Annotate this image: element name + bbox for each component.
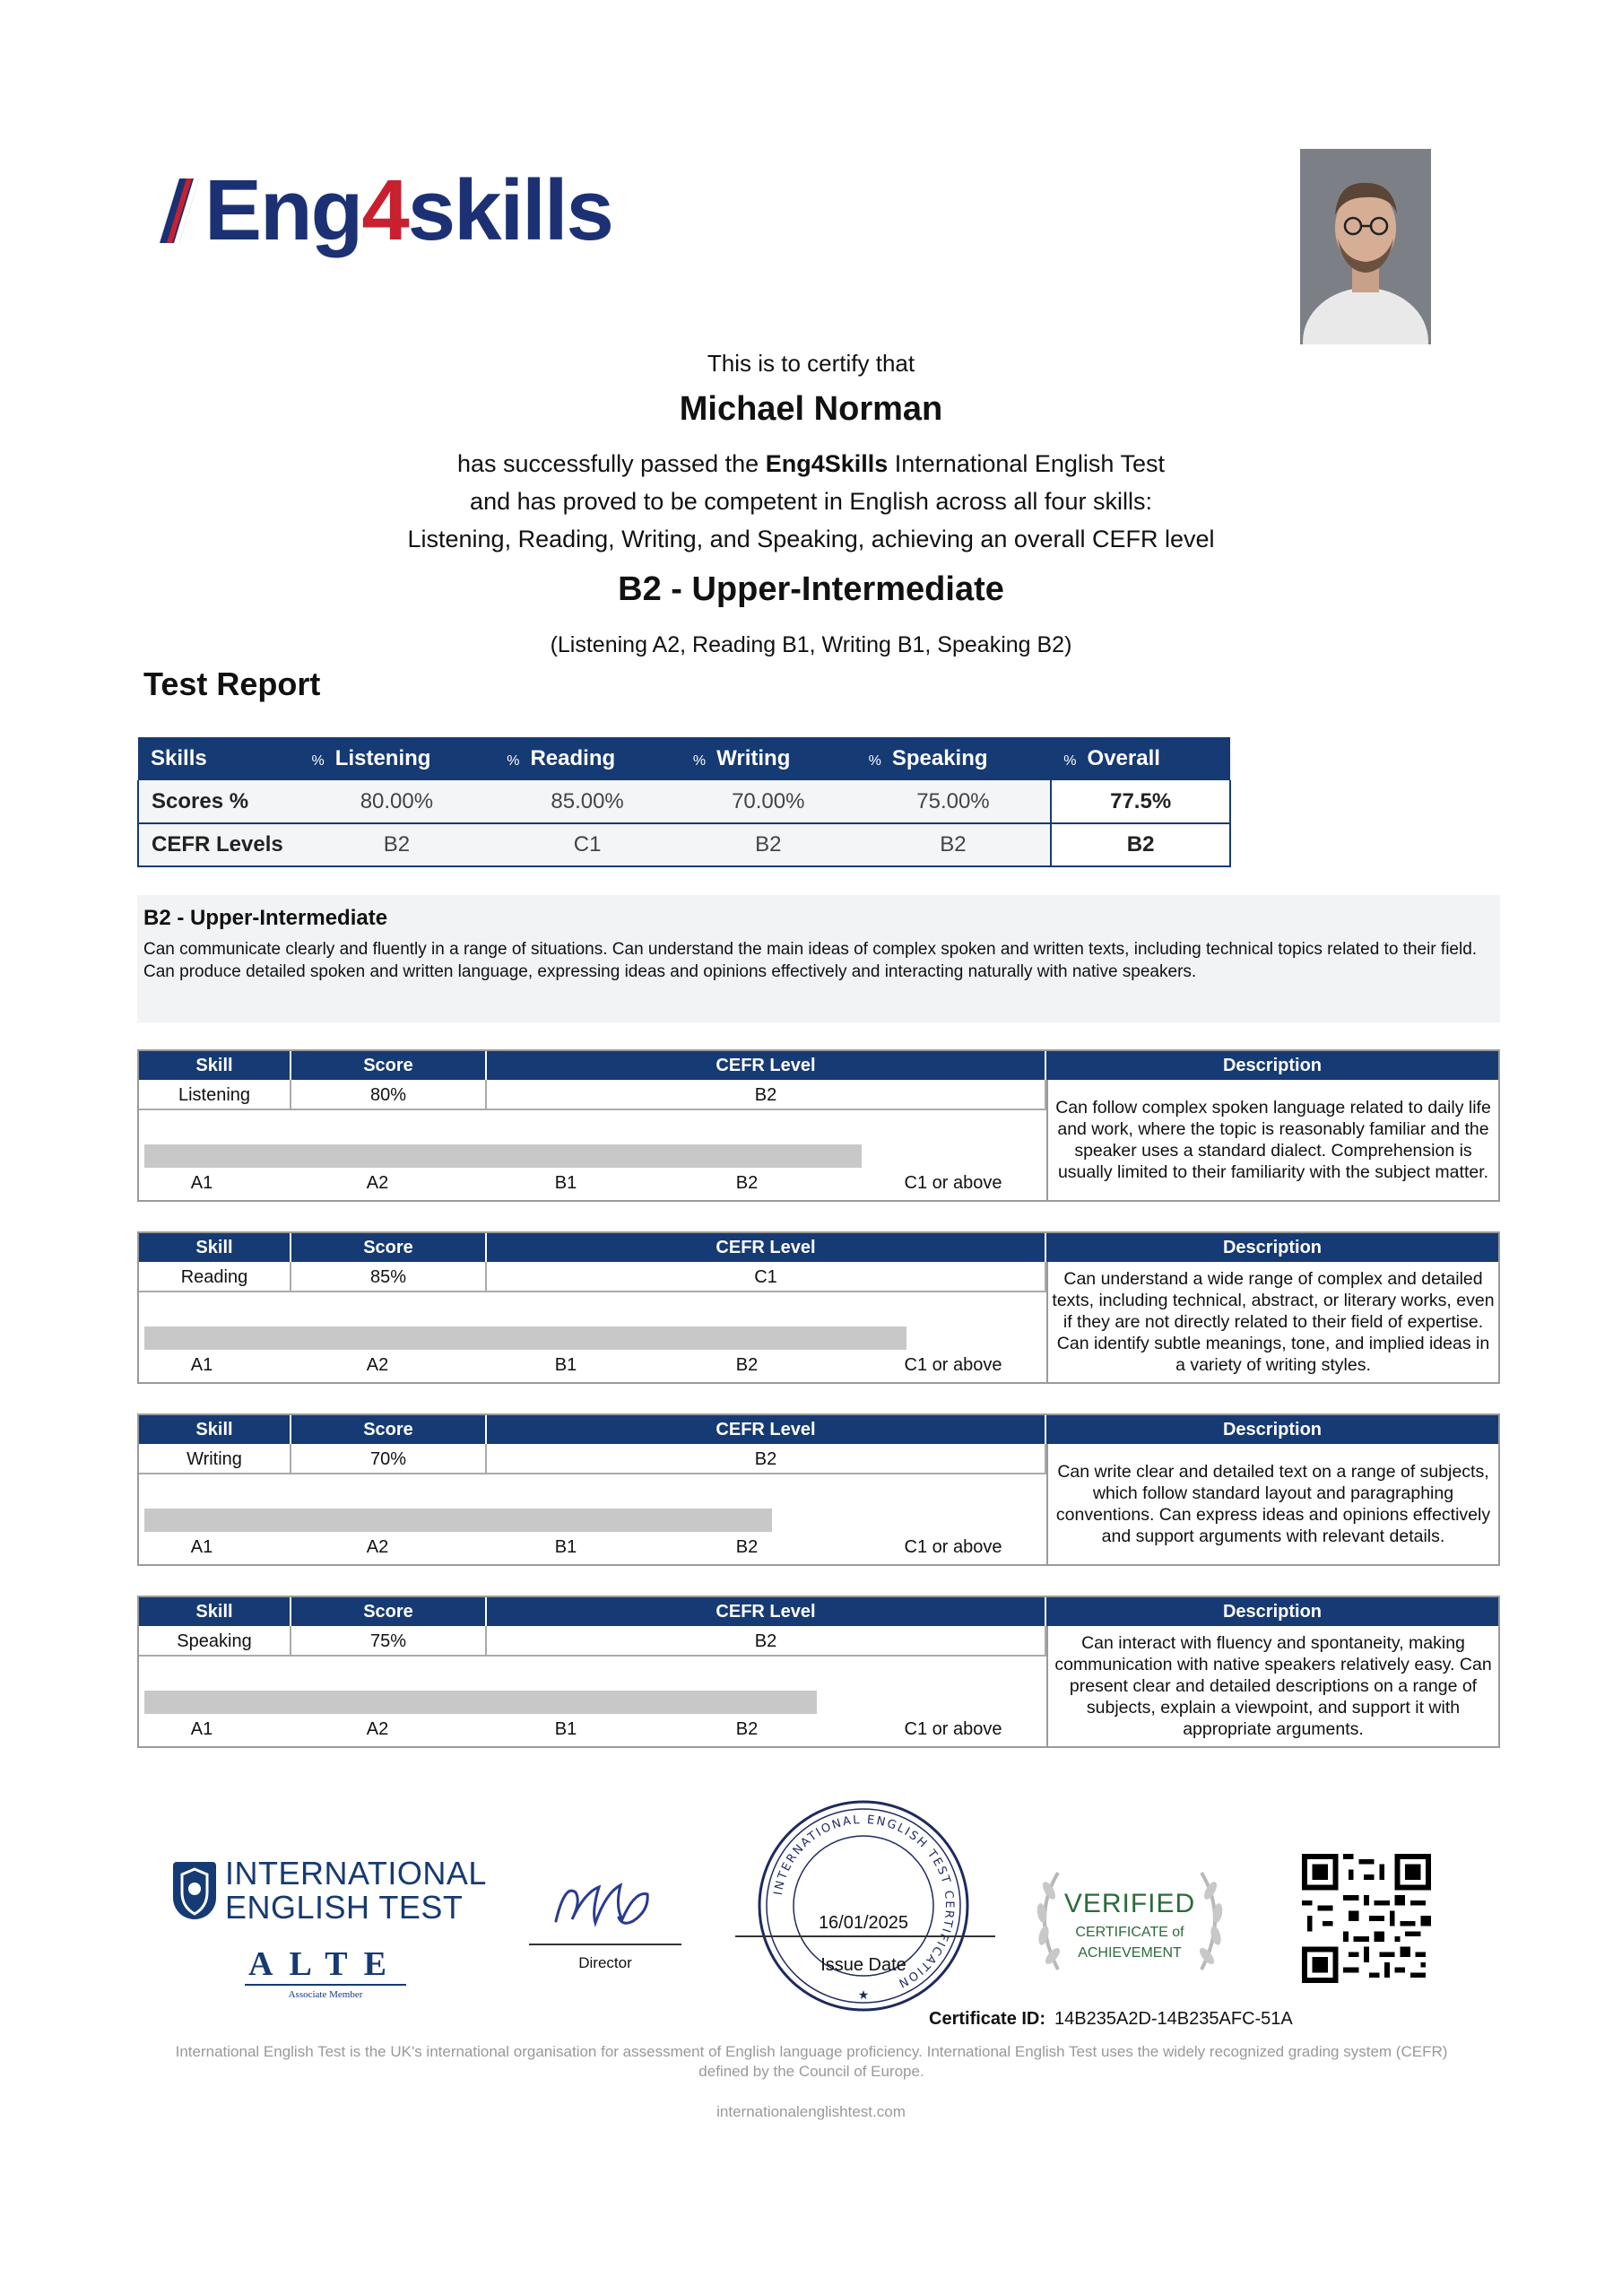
skill-name: Listening (139, 1080, 291, 1110)
header-speaking: % Speaking (856, 737, 1052, 780)
skill-name: Writing (139, 1444, 291, 1474)
skill-cefr: B2 (487, 1444, 1046, 1474)
level-box-description: Can communicate clearly and fluently in a range of situations. Can understand the main ideas of complex spoken and written texts, including technical topics related to their field. Can produce detailed spoken and written language, expressing ideas and opinions effectively and interacting naturally with native speakers. (143, 940, 1478, 981)
disclaimer: International English Test is the UK's international organisation for assessment of English language proficiency. International English Test uses the widely recognized grading system (CEFR) defined by the Council of Europe. (175, 2043, 1448, 2080)
skill-description: Can interact with fluency and spontaneity, making communication with native speakers relatively easy. Can present clear and detailed descriptions on a range of subjects, explain a viewpoint, and support it with appropriate arguments. (1046, 1626, 1498, 1746)
verified-badge: VERIFIED CERTIFICATE of ACHIEVEMENT (1022, 1864, 1237, 1980)
candidate-photo (1300, 149, 1431, 344)
skill-block-writing: Skill Score CEFR Level Description Writing 70% B2 A1 A2 B1 B2 C1 or above Can write clear and detailed text on a range of subjects, which follow standard layout and paragraphing conventions. Can express ideas and opinions effectively and support arguments with relevant details. (137, 1413, 1500, 1566)
overall-cefr-level: B2 - Upper-Intermediate (618, 570, 1004, 608)
skill-name: Reading (139, 1262, 291, 1292)
qr-code-icon[interactable] (1302, 1854, 1431, 1983)
issue-date-label: Issue Date (820, 1955, 906, 1975)
director-signature: Director (529, 1874, 681, 1972)
score-bar (144, 1691, 817, 1714)
issue-date: 16/01/2025 (818, 1913, 909, 1933)
level-description-box (137, 895, 1500, 1022)
skill-block-reading: Skill Score CEFR Level Description Reading 85% C1 A1 A2 B1 B2 C1 or above Can understand a wide range of complex and detailed texts, including technical, abstract, or literary works, even if they are not directly related to their field of expertise. Can identify subtle meanings, tone, and implied ideas in a variety of writing styles. (137, 1231, 1500, 1384)
star-icon: ★ (857, 1987, 870, 2002)
header-writing: % Writing (681, 737, 856, 780)
skill-block-speaking: Skill Score CEFR Level Description Speaking 75% B2 A1 A2 B1 B2 C1 or above Can interact with fluency and spontaneity, making communication with native speakers relatively easy. Can present clear and detailed descriptions on a range of subjects, explain a viewpoint, and support it with appropriate arguments. (137, 1596, 1500, 1748)
certificate-id: Certificate ID: 14B235A2D-14B235AFC-51A (929, 2009, 1293, 2029)
test-report-title: Test Report (143, 665, 321, 702)
skill-cefr: C1 (487, 1262, 1046, 1292)
certification-seal (756, 1798, 971, 2013)
skill-description: Can understand a wide range of complex and detailed texts, including technical, abstract, or literary works, even if they are not directly related to their field of expertise. Can identify subtle meanings, tone, and implied ideas in a variety of writing styles. (1046, 1262, 1498, 1382)
seal-text: INTERNATIONAL ENGLISH TEST CERTIFICATION (771, 1813, 957, 1991)
skill-name: Speaking (139, 1626, 291, 1657)
skill-cefr: B2 (487, 1626, 1046, 1657)
score-bar (144, 1144, 862, 1168)
skill-description: Can follow complex spoken language related to daily life and work, where the topic is reasonably familiar and the speaker uses a standard dialect. Comprehension is usually limited to their familiarity with the subject matter. (1046, 1080, 1498, 1200)
percent-icon: % (868, 753, 881, 769)
skill-block-listening: Skill Score CEFR Level Description Listening 80% B2 A1 A2 B1 B2 C1 or above Can follow complex spoken language related to daily life and work, where the topic is reasonably familiar and the speaker uses a standard dialect. Comprehension is usually limited to their familiarity with the subject matter. (137, 1049, 1500, 1202)
signature-icon (529, 1874, 681, 1934)
scores-summary-table (137, 737, 1231, 867)
candidate-name: Michael Norman (679, 390, 943, 428)
header-overall: % Overall (1051, 737, 1230, 780)
skill-score: 70% (291, 1444, 487, 1474)
skill-score: 80% (291, 1080, 487, 1110)
alte-logo: ALTE Associate Member (245, 1944, 406, 2000)
skill-description: Can write clear and detailed text on a range of subjects, which follow standard layout and paragraphing conventions. Can express ideas and opinions effectively and support arguments with relevant details. (1046, 1444, 1498, 1564)
certificate-statement: has successfully passed the Eng4Skills International English Test and has proved to be competent in English across all four skills: Listening, Reading, Writing, and Speaking, achieving an overall CEFR level (407, 450, 1215, 552)
percent-icon: % (692, 753, 707, 769)
score-bar (144, 1326, 906, 1350)
score-bar (144, 1509, 772, 1532)
percent-icon: % (1063, 753, 1077, 769)
header-reading: % Reading (494, 737, 681, 780)
flag-stripes-icon (160, 178, 199, 243)
skill-levels-summary: (Listening A2, Reading B1, Writing B1, Speaking B2) (550, 632, 1072, 657)
website-link[interactable]: internationalenglishtest.com (716, 2103, 906, 2120)
skill-score: 75% (291, 1626, 487, 1657)
cefr-scale: A1 A2 B1 B2 C1 or above (190, 1173, 1002, 1193)
certify-intro: This is to certify that (707, 350, 915, 377)
brand-wordmark: Eng4skills (204, 162, 612, 258)
table-row: Scores % 80.00% 85.00% 70.00% 75.00% 77.5% (138, 780, 1230, 823)
cefr-scale: A1 A2 B1 B2 C1 or above (190, 1537, 1002, 1557)
percent-icon: % (507, 753, 520, 769)
skill-score: 85% (291, 1262, 487, 1292)
skill-cefr: B2 (487, 1080, 1046, 1110)
crest-icon (173, 1862, 216, 1919)
cefr-scale: A1 A2 B1 B2 C1 or above (190, 1355, 1002, 1375)
laurel-icon (1022, 1864, 1237, 1980)
header-skills: Skills (138, 737, 299, 780)
cefr-scale: A1 A2 B1 B2 C1 or above (190, 1719, 1002, 1739)
percent-icon: % (311, 753, 325, 769)
brand-logo (160, 161, 612, 260)
table-row: CEFR Levels B2 C1 B2 B2 B2 (138, 823, 1230, 866)
ite-logo: INTERNATIONAL ENGLISH TEST ALTE Associate Member (173, 1857, 478, 2000)
level-box-title: B2 - Upper-Intermediate (143, 906, 388, 930)
header-listening: % Listening (299, 737, 495, 780)
